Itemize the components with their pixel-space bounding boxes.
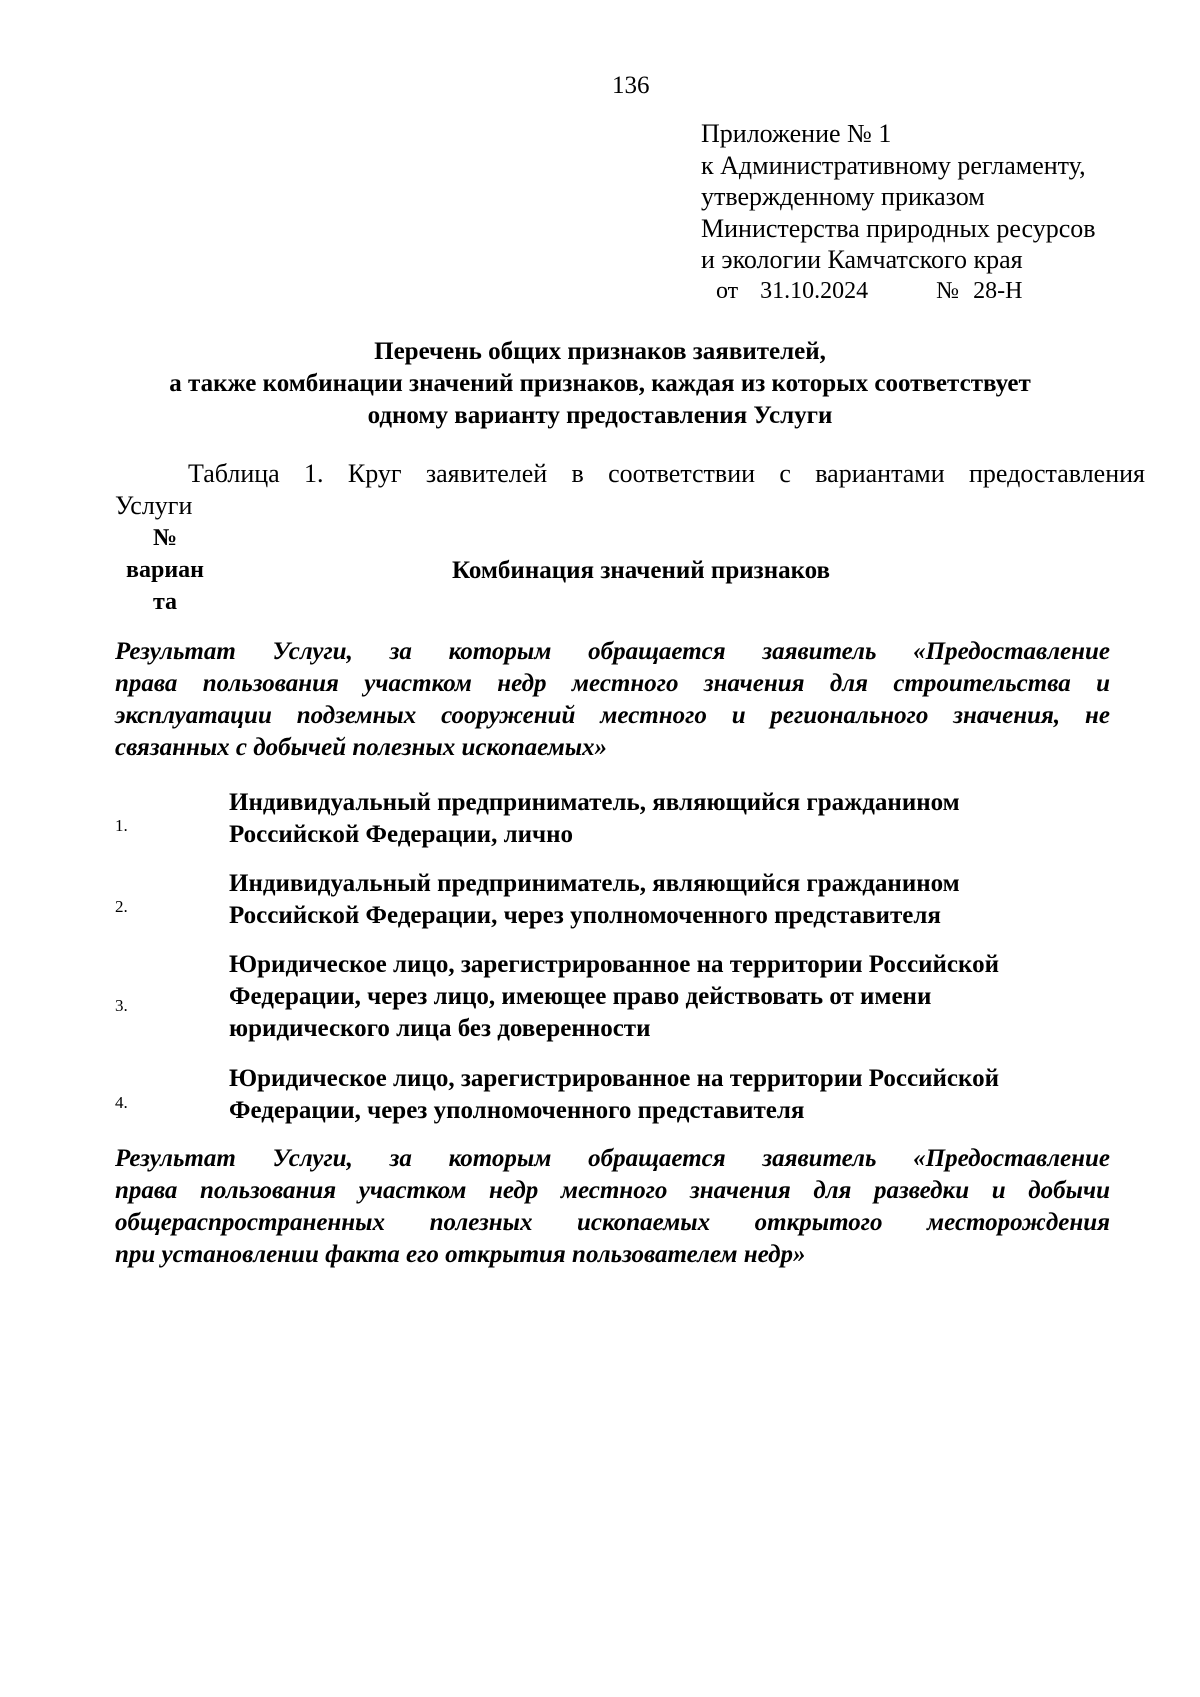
number-prefix: № <box>936 278 960 304</box>
column-header-variant-number <box>115 522 215 618</box>
variant-number: 1. <box>115 816 128 835</box>
document-title <box>0 336 1200 432</box>
variant-line: Российской Федерации, лично <box>229 821 574 848</box>
result-line: права пользования участком недр местного значения для строительства и <box>115 670 1110 697</box>
variant-line: Федерации, через лицо, имеющее право действовать от имени <box>229 983 932 1010</box>
variant-line: Индивидуальный предприниматель, являющийся гражданином <box>229 870 960 897</box>
caption-line: Таблица 1. Круг заявителей в соответствии с вариантами предоставления <box>188 459 1145 488</box>
variant-line: Индивидуальный предприниматель, являющийся гражданином <box>229 789 960 816</box>
variant-number: 2. <box>115 897 128 916</box>
appendix-line: утвержденному приказом <box>701 182 985 211</box>
column-header-combination: Комбинация значений признаков <box>452 557 831 584</box>
variant-line: Федерации, через уполномоченного представителя <box>229 1097 805 1124</box>
variant-description <box>229 949 1129 1045</box>
appendix-line: Приложение № 1 <box>701 119 892 148</box>
table-caption <box>115 458 1145 522</box>
result-line: при установлении факта его открытия пользователем недр» <box>115 1241 806 1268</box>
result-heading <box>115 636 1110 764</box>
variant-description <box>229 1063 1129 1127</box>
appendix-line: Министерства природных ресурсов <box>701 213 1096 243</box>
appendix-line: и экологии Камчатского края <box>701 245 1023 274</box>
result-line: связанных с добычей полезных ископаемых» <box>115 734 608 761</box>
result-line: Результат Услуги, за которым обращается заявитель «Предоставление <box>115 638 1110 665</box>
header-line: вариан <box>126 557 204 583</box>
result-line: Результат Услуги, за которым обращается заявитель «Предоставление <box>115 1145 1110 1172</box>
date-prefix: от <box>716 278 739 304</box>
title-line: одному варианту предоставления Услуги <box>367 402 833 429</box>
title-line: а также комбинации значений признаков, каждая из которых соответствует <box>169 370 1031 397</box>
title-line: Перечень общих признаков заявителей, <box>374 338 826 365</box>
result-line: эксплуатации подземных сооружений местного и регионального значения, не <box>115 702 1110 729</box>
variant-number: 4. <box>115 1093 128 1112</box>
document-reference <box>716 278 1022 305</box>
variant-line: Юридическое лицо, зарегистрированное на территории Российской <box>229 951 999 978</box>
result-line: общераспространенных полезных ископаемых открытого месторождения <box>115 1209 1110 1236</box>
variant-number: 3. <box>115 996 128 1015</box>
appendix-block <box>701 118 1096 276</box>
order-date: 31.10.2024 <box>760 278 869 304</box>
header-line: та <box>152 589 178 615</box>
variant-description <box>229 868 1129 932</box>
result-heading <box>115 1143 1110 1271</box>
variant-line: Юридическое лицо, зарегистрированное на территории Российской <box>229 1065 999 1092</box>
variant-line: юридического лица без доверенности <box>229 1015 651 1042</box>
page-number: 136 <box>612 72 650 99</box>
variant-description <box>229 787 1129 851</box>
appendix-line: к Административному регламенту, <box>701 150 1086 180</box>
order-number: 28-Н <box>973 278 1023 304</box>
result-line: права пользования участком недр местного значения для разведки и добычи <box>115 1177 1110 1204</box>
header-line: № <box>152 525 178 551</box>
variant-line: Российской Федерации, через уполномоченного представителя <box>229 902 941 929</box>
caption-line: Услуги <box>115 491 193 520</box>
